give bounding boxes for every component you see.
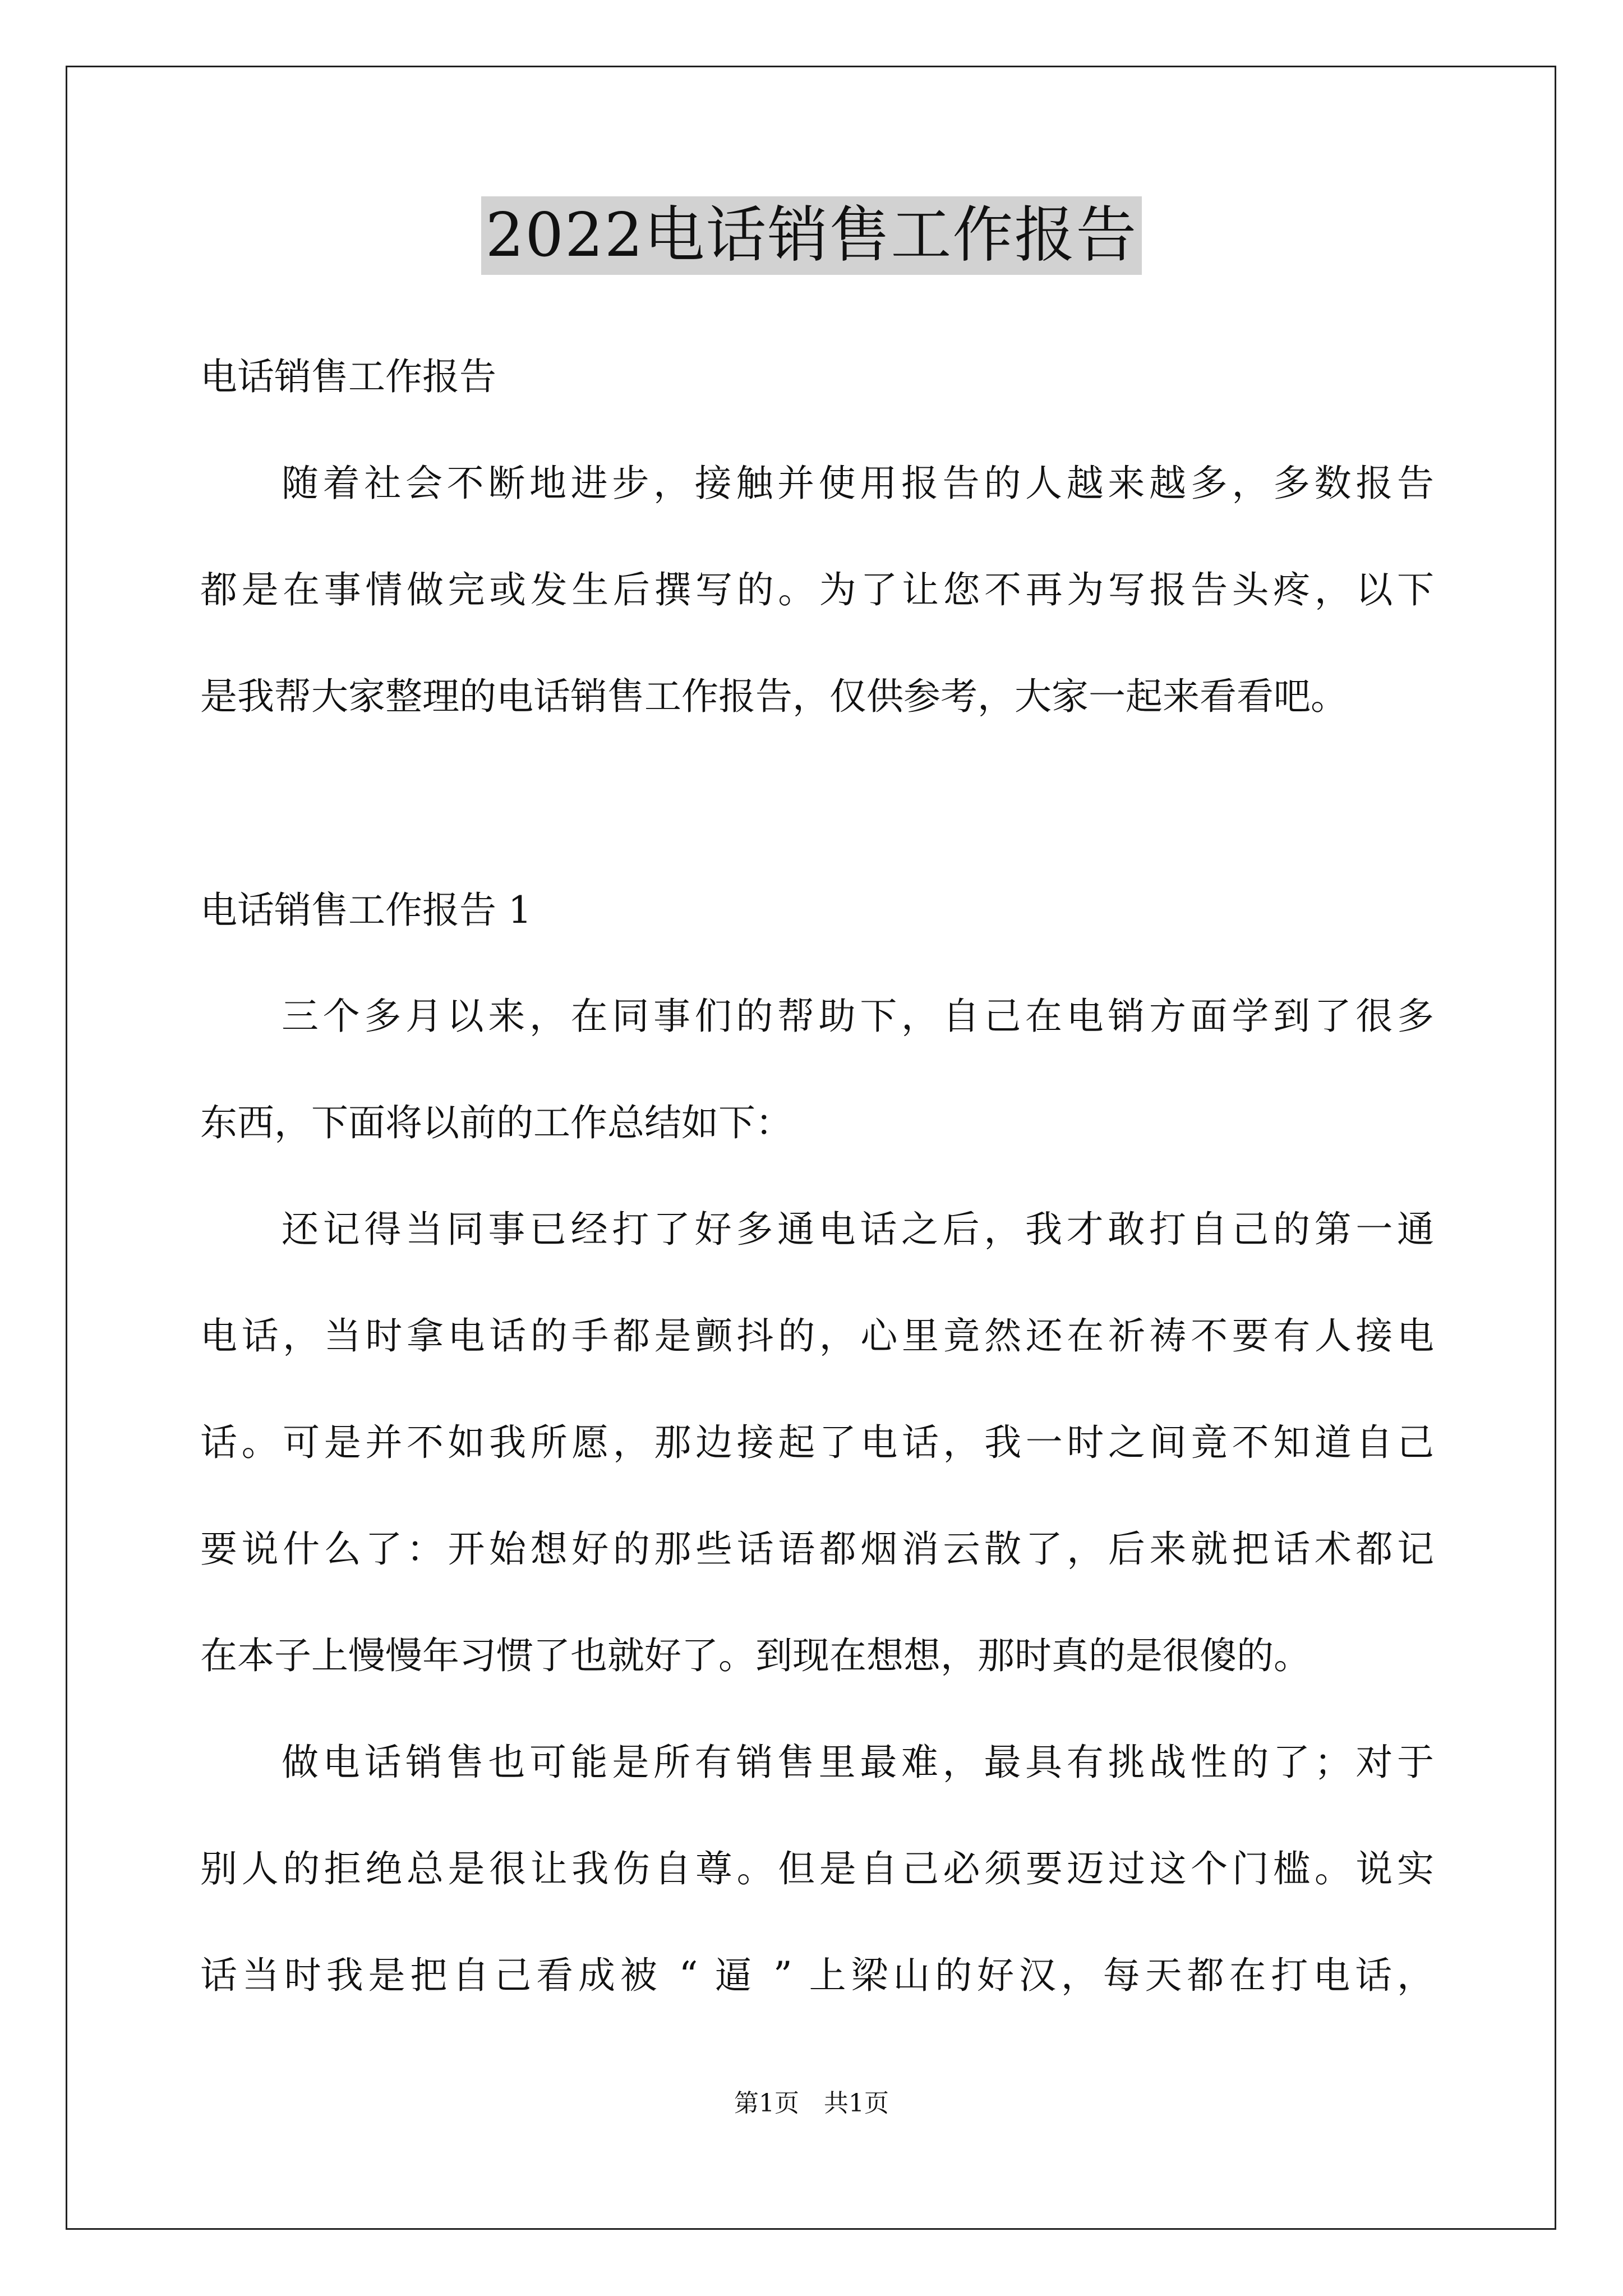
paragraph-line: 要说什么了：开始想好的那些话语都烟消云散了，后来就把话术都记 (200, 1527, 1434, 1571)
document-title: 2022电话销售工作报告 (481, 196, 1142, 275)
paragraph-line: 还记得当同事已经打了好多通电话之后，我才敢打自己的第一通 (282, 1208, 1434, 1251)
paragraph-line: 别人的拒绝总是很让我伤自尊。但是自己必须要迈过这个门槛。说实 (200, 1847, 1434, 1890)
paragraph-line: 电话，当时拿电话的手都是颤抖的，心里竟然还在祈祷不要有人接电 (200, 1314, 1434, 1358)
page-footer: 第1页 共1页 (734, 2089, 889, 2118)
paragraph-line: 是我帮大家整理的电话销售工作报告，仅供参考，大家一起来看看吧。 (200, 675, 1348, 718)
paragraph-line: 话。可是并不如我所愿，那边接起了电话，我一时之间竟不知道自己 (200, 1421, 1434, 1464)
intro-subheading: 电话销售工作报告 (200, 355, 496, 398)
paragraph-line: 三个多月以来，在同事们的帮助下，自己在电销方面学到了很多 (282, 995, 1434, 1038)
paragraph-line: 东西，下面将以前的工作总结如下： (200, 1101, 792, 1144)
section-heading: 电话销售工作报告 1 (200, 889, 532, 932)
paragraph-line: 在本子上慢慢年习惯了也就好了。到现在想想，那时真的是很傻的。 (200, 1634, 1311, 1677)
paragraph-line: 随着社会不断地进步，接触并使用报告的人越来越多，多数报告 (282, 462, 1434, 505)
paragraph-line: 都是在事情做完或发生后撰写的。为了让您不再为写报告头疼，以下 (200, 568, 1434, 611)
paragraph-line: 话当时我是把自己看成被 “ 逼 ” 上梁山的好汉，每天都在打电话， (200, 1954, 1434, 1997)
paragraph-line: 做电话销售也可能是所有销售里最难，最具有挑战性的了；对于 (282, 1741, 1434, 1784)
title-container (0, 196, 1623, 275)
